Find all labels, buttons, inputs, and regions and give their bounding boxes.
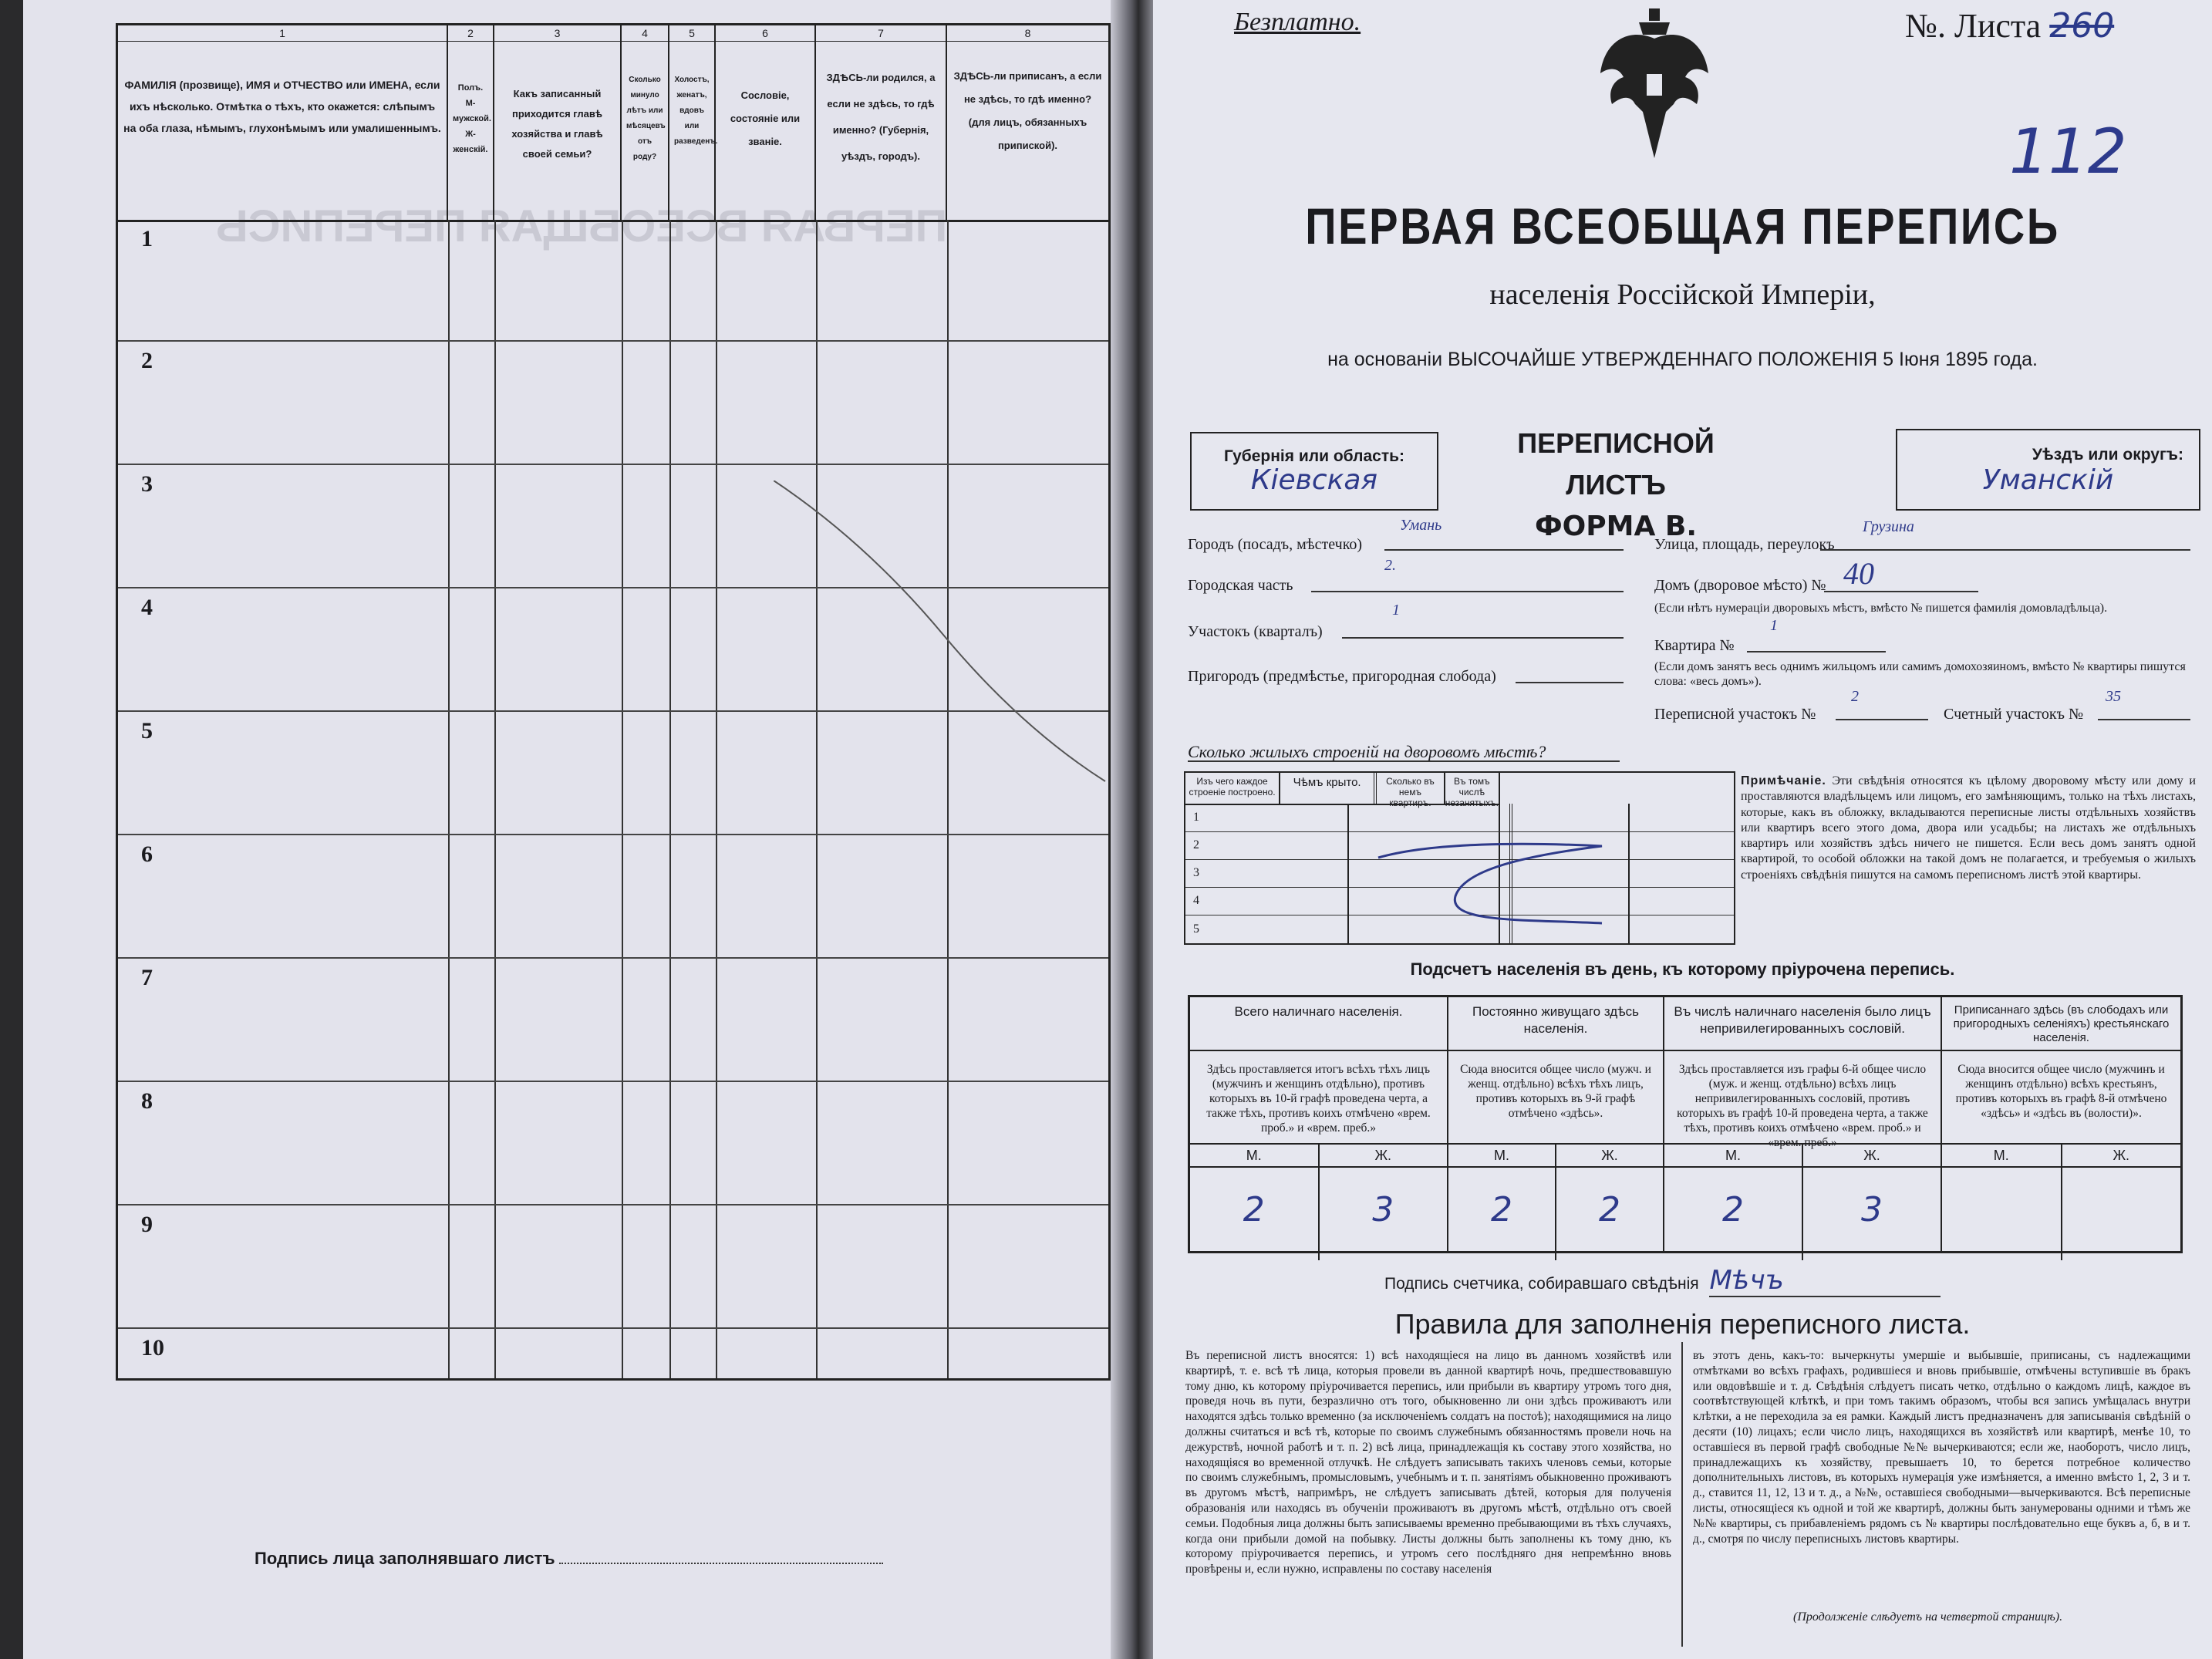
left-page [23, 0, 1134, 1659]
male-count: 2 [1664, 1168, 1803, 1260]
house-note: (Если нѣтъ нумераціи дворовыхъ мѣстъ, вмѣсто № пишется фамилія домовладѣльца). [1654, 602, 2108, 615]
col-1-header [118, 25, 448, 220]
left-signature-label: Подпись лица заполнявшаго листъ [255, 1549, 555, 1568]
col-number: 5 [669, 25, 714, 42]
row-number: 1 [141, 226, 153, 251]
table-row [118, 1082, 1108, 1205]
counter-signature-label: Подпись счетчика, собиравшаго свѣдѣнія [1384, 1275, 1699, 1293]
suburb-label: Пригородъ (предмѣстье, пригородная слобода) [1188, 668, 1496, 685]
pop-col-unprivileged [1664, 997, 1942, 1251]
pop-col-desc: Здѣсь проставляется итогъ всѣхъ тѣхъ лицъ (мужчинъ и женщинъ отдѣльно), противъ которыхъ въ 10-й графѣ проведена черта, а также тѣхъ, противъ коихъ отмѣчено «врем. проб.» и «врем. преб.» [1190, 1051, 1447, 1145]
city-part-label: Городская часть [1188, 577, 1293, 594]
buildings-row: 2 [1185, 831, 1734, 860]
pop-col-desc: Здѣсь проставляется изъ графы 6-й общее число (муж. и женщ. отдѣльно) всѣхъ лицъ непривилегированныхъ сословій, противъ которыхъ въ графѣ 10-й проведена черта, а также тѣхъ, противъ коихъ отмѣчено «врем. проб.» и «врем. преб.» [1664, 1051, 1941, 1145]
female-label: Ж. [2113, 1148, 2130, 1163]
female-label: Ж. [1374, 1148, 1392, 1163]
table-row [118, 220, 1108, 342]
pop-col-values [1942, 1168, 2180, 1260]
page-subtitle: населенія Россійской Имперіи, [1489, 278, 1876, 311]
pop-col-values [1664, 1168, 1941, 1260]
form-title [1469, 423, 1762, 548]
pop-col-sex-header [1664, 1145, 1941, 1168]
rules-divider [1681, 1342, 1683, 1647]
female-count: 3 [1372, 1190, 1394, 1229]
apartment-value: 1 [1770, 617, 1778, 634]
persons-table-header [118, 25, 1108, 222]
apartment-label: Квартира № [1654, 637, 1735, 654]
census-area-value: 2 [1851, 688, 1859, 705]
buildings-header-apartments: Сколько въ немъ квартиръ. [1377, 773, 1445, 804]
counter-signature-row [1384, 1265, 1941, 1297]
pop-col-values [1448, 1168, 1663, 1260]
col-header-birthplace: ЗДѢСЬ-ли родился, а если не здѣсь, то гдѣ именно? (Губернія, уѣздъ, городъ). [826, 72, 936, 162]
col-divider [1347, 804, 1349, 943]
buildings-row: 1 [1185, 804, 1734, 832]
right-page [1153, 0, 2212, 1659]
district-box [1896, 429, 2200, 511]
note-head: Примѣчаніе. [1741, 774, 1826, 787]
male-label: М. [1664, 1145, 1803, 1166]
buildings-row: 4 [1185, 887, 1734, 915]
row-number: 7 [141, 965, 153, 990]
count-area-value: 35 [2106, 688, 2121, 705]
street-label: Улица, площадь, переулокъ [1654, 536, 1835, 553]
city-label: Городъ (посадъ, мѣстечко) [1188, 536, 1363, 553]
female-label: Ж. [1863, 1148, 1880, 1163]
double-headed-eagle-crest [1597, 4, 1712, 174]
pop-col-total [1190, 997, 1448, 1251]
rules-text-right: въ этотъ день, какъ-то: вычеркнуты умершіе и выбывшіе, приписаны, съ надлежащими отмѣтками во всѣхъ графахъ, родившіеся и вновь прибывшіе, отмѣчены вступившіе въ бракъ или овдовѣвшіе и т. д. Свѣдѣнія слѣдуетъ писать четко, отдѣльно о каждомъ лицѣ, каждое въ соотвѣтствующей клѣткѣ, и при томъ такимъ образомъ, чтобы вся запись умѣщалась внутри клѣтки, а не переходила за ея рамки. Каждый листъ предназначенъ для записыванія свѣдѣній о десяти (10) лицахъ; если число лицъ, находящихся въ хозяйствѣ или квартирѣ, менѣе 10, то оставшіеся въ первой графѣ свободные №№ вычеркиваются; если же, наоборотъ, число лицъ, принадлежащихъ къ хозяйству, превышаетъ 10, то берется потребное количество дополнительныхъ листовъ, въ которыхъ нумерація уже измѣняется, а именно вмѣсто 1, 2, 3 и т. д., ставится 11, 12, 13 и т. д., а №№, оставшіеся свободными—вычеркиваются. Всѣ переписные листы, относящіеся къ одной и той же квартирѣ, должны быть занумерованы одними и тѣмъ же №№ квартиры, съ прибавленіемъ рядомъ съ № квартиры послѣдовательно еще буквъ а, б, в и т. д., смотря по числу переписныхъ листовъ квартиры. [1693, 1349, 2190, 1546]
buildings-strike-scribble [1371, 827, 1617, 935]
pop-col-peasants [1942, 997, 2180, 1251]
form-title-line-2: ФОРМА В. [1534, 511, 1698, 542]
buildings-header-material: Изъ чего каждое строеніе построено. [1185, 773, 1280, 804]
pop-col-sex-header [1942, 1145, 2180, 1168]
count-area-label: Счетный участокъ № [1944, 706, 2084, 723]
counter-signature-value: Мѣчъ [1709, 1265, 1941, 1297]
census-area-label: Переписной участокъ № [1654, 706, 1816, 723]
col-number: 8 [947, 25, 1108, 42]
col-number: 6 [716, 25, 814, 42]
bleed-through-text: ПЕРВАЯ ВСЕОБЩАЯ ПЕРЕПИСЬ [216, 201, 948, 251]
female-count: 2 [1599, 1190, 1620, 1229]
diagonal-strike-line [774, 481, 1113, 789]
city-part-value: 2. [1384, 557, 1396, 574]
male-label: М. [1448, 1145, 1556, 1166]
female-label: Ж. [1601, 1148, 1618, 1163]
col-number: 4 [622, 25, 668, 42]
row-number: 5 [141, 718, 153, 744]
census-area-underline [1836, 719, 1928, 720]
row-number: 3 [141, 471, 153, 497]
male-count [1942, 1168, 2062, 1260]
note-text: Эти свѣдѣнія относятся къ цѣлому дворовому мѣсту или дому и проставляются владѣльцемъ или лицомъ, его замѣняющимъ, только на тѣхъ листахъ, которые, какъ въ обложку, вкладываются переписные листы отдѣльныхъ хозяйствъ или квартиръ всего этого дома, двора или усадьбы; на листахъ же отдѣльныхъ квартиръ или хозяйствъ здѣсь ничего не пишется. Если весь домъ занятъ одной квартирой, то особой обложки на такой домъ не полагается, и требуемыя о жилыхъ строеніяхъ свѣдѣнія пишутся на самомъ переписномъ листѣ этой квартиры. [1741, 774, 2196, 882]
city-part-underline [1311, 591, 1624, 592]
col-header-registration: ЗДѢСЬ-ли приписанъ, а если не здѣсь, то гдѣ именно? (для лицъ, обязанныхъ припиской). [953, 70, 1102, 151]
sheet-number-label: №. Листа [1905, 7, 2042, 45]
male-label: М. [1190, 1145, 1320, 1166]
col-header-name: ФАМИЛІЯ (прозвище), ИМЯ и ОТЧЕСТВО или ИМЕНА, если ихъ нѣсколько. Отмѣтка о тѣхъ, кто окажется: слѣпымъ на оба глаза, нѣмымъ, глухонѣмымъ или умалишеннымъ. [123, 79, 441, 134]
buildings-note [1741, 774, 2196, 883]
col-7-header [816, 25, 947, 220]
row-number: 9 [141, 1212, 153, 1237]
buildings-question: Сколько жилыхъ строеній на дворовомъ мѣстѣ? [1188, 742, 1546, 761]
district-value: Уманскій [1982, 464, 2114, 496]
col-8-header [947, 25, 1108, 220]
quarter-underline [1342, 637, 1624, 639]
row-number: 6 [141, 841, 153, 867]
male-count: 2 [1190, 1168, 1320, 1260]
col-header-age: Сколько минуло лѣтъ или мѣсяцевъ отъ роду? [626, 76, 666, 161]
house-value: 40 [1843, 556, 1874, 591]
quarter-label: Участокъ (кварталъ) [1188, 623, 1323, 640]
pop-col-permanent [1448, 997, 1664, 1251]
province-box [1190, 432, 1438, 511]
table-row [118, 1205, 1108, 1329]
col-header-estate: Сословіе, состояніе или званіе. [730, 89, 801, 147]
pop-col-title: Въ числѣ наличнаго населенія было лицъ непривилегированныхъ сословій. [1664, 997, 1941, 1051]
col-4-header [622, 25, 669, 220]
free-label: Безплатно. [1234, 8, 1361, 36]
col-divider [1628, 804, 1630, 943]
province-label: Губернія или область: [1223, 447, 1405, 465]
male-count: 2 [1448, 1168, 1556, 1260]
sheet-number-handwritten: 112 [2009, 116, 2127, 187]
table-row [118, 959, 1108, 1082]
buildings-header-vacant: Въ томъ числѣ незанятыхъ. [1445, 776, 1499, 808]
apartment-note: (Если домъ занятъ весь однимъ жильцомъ или самимъ домохозяиномъ, вмѣсто № квартиры пишутся слова: «весь домъ»). [1654, 660, 2186, 688]
col-header-marital: Холостъ, женатъ, вдовъ или разведенъ. [674, 76, 718, 146]
pop-col-title: Всего наличнаго населенія. [1190, 997, 1447, 1051]
pop-col-values [1190, 1168, 1447, 1260]
col-6-header [716, 25, 816, 220]
signature-dots [559, 1563, 883, 1564]
pop-col-desc: Сюда вносится общее число (мужч. и женщ. отдѣльно) всѣхъ тѣхъ лицъ, противъ которыхъ въ 9-й графѣ отмѣчено «здѣсь». [1448, 1051, 1663, 1145]
col-header-sex: Полъ. М-мужской. Ж-женскій. [453, 83, 491, 154]
page-title: ПЕРВАЯ ВСЕОБЩАЯ ПЕРЕПИСЬ [1305, 197, 2060, 255]
table-row [118, 835, 1108, 959]
row-number: 10 [141, 1335, 164, 1361]
col-5-header [669, 25, 716, 220]
book-gutter [1111, 0, 1157, 1659]
sheet-number-struck: 260 [2049, 6, 2115, 46]
female-count: 3 [1861, 1190, 1883, 1229]
persons-table [116, 23, 1111, 1381]
suburb-underline [1516, 682, 1624, 683]
male-label: М. [1942, 1145, 2062, 1166]
row-number: 2 [141, 348, 153, 373]
pop-col-sex-header [1448, 1145, 1663, 1168]
buildings-table-frame [1184, 771, 1735, 945]
form-title-line-1: ПЕРЕПИСНОЙ ЛИСТЪ [1517, 427, 1715, 501]
street-value: Грузина [1863, 518, 1914, 535]
sheet-number [1905, 6, 2114, 46]
quarter-value: 1 [1392, 602, 1400, 619]
population-count-title: Подсчетъ населенія въ день, къ которому пріурочена перепись. [1410, 959, 1955, 979]
col-header-relation: Какъ записанный приходится главѣ хозяйства и главѣ своей семьи? [511, 88, 603, 160]
apartment-underline [1747, 651, 1886, 652]
decree-basis: на основаніи ВЫСОЧАЙШЕ УТВЕРЖДЕННАГО ПОЛОЖЕНІЯ 5 Іюня 1895 года. [1327, 349, 2038, 370]
col-number: 2 [448, 25, 493, 42]
buildings-question-underline [1188, 760, 1620, 762]
pop-col-title: Постоянно живущаго здѣсь населенія. [1448, 997, 1663, 1051]
row-number: 4 [141, 595, 153, 620]
rules-text-left: Въ переписной листъ вносятся: 1) всѣ находящіеся на лицо въ данномъ хозяйствѣ или квартирѣ, т. е. всѣ тѣ лица, которыя провели въ данной квартирѣ ночь, предшествовавшую тому дню, къ которому пріурочивается перепись, или прибыли въ квартиру утромъ того дня, проведя ночь въ пути, безразлично отъ того, обыкновенно ли они здѣсь проживаютъ или находятся здѣсь только временно (за исключеніемъ солдатъ на постоѣ); находящимися на лицо должны считаться и всѣ тѣ, которые по своимъ служебнымъ обязанностямъ провели ночь на дежурствѣ, ночной работѣ и т. п. 2) всѣ лица, принадлежащія къ составу этого хозяйства, но находящіяся во временной отлучкѣ. Не слѣдуетъ записывать такихъ членовъ семьи, которые по своимъ служебнымъ, промысловымъ, учебнымъ и т. п. занятіямъ обыкновенно проживаютъ въ другомъ мѣстѣ, напримѣръ, не слѣдуетъ записывать дѣтей, которыя для полученія образованія или находясь въ обученіи проживаютъ въ другомъ мѣстѣ, отдѣльно отъ своей семьи. Подобныя лица должны быть записываемы временно пребывающими въ тѣхъ случаяхъ, когда они прибыли домой на побывку. Листы должны быть заполнены къ тому дню, къ которому пріурочивается перепись, и утромъ сего послѣдняго дня непремѣнно вновь провѣрены и, если нужно, исправлены по составу населенія [1185, 1349, 1671, 1576]
col-2-header [448, 25, 494, 220]
count-area-underline [2098, 719, 2190, 720]
buildings-row: 3 [1185, 859, 1734, 888]
col-number: 1 [118, 25, 447, 42]
city-value: Умань [1400, 517, 1442, 534]
rules-title: Правила для заполненія переписного листа. [1394, 1308, 1971, 1340]
population-count-table [1188, 995, 2183, 1253]
district-label: Уѣздъ или округъ: [2032, 446, 2183, 464]
continued-note: (Продолженіе слѣдуетъ на четвертой страницѣ). [1793, 1610, 2063, 1624]
pop-col-title: Приписаннаго здѣсь (въ слободахъ или пригородныхъ селеніяхъ) крестьянскаго населенія. [1942, 997, 2180, 1051]
house-label: Домъ (дворовое мѣсто) № [1654, 577, 1826, 594]
province-value: Кіевская [1250, 464, 1378, 496]
street-underline [1820, 549, 2190, 551]
female-count [2062, 1168, 2181, 1260]
pop-col-desc: Сюда вносится общее число (мужчинъ и женщинъ отдѣльно) всѣхъ крестьянъ, противъ которыхъ въ графѣ 8-й отмѣчено «здѣсь» и «здѣсь въ (волости)». [1942, 1051, 2180, 1145]
row-number: 8 [141, 1088, 153, 1114]
pop-col-sex-header [1190, 1145, 1447, 1168]
col-number: 7 [816, 25, 946, 42]
left-signature-line [255, 1549, 883, 1569]
col-number: 3 [494, 25, 620, 42]
table-row [118, 342, 1108, 465]
buildings-row: 5 [1193, 922, 1199, 936]
table-row [118, 1329, 1108, 1380]
city-underline [1384, 549, 1624, 551]
buildings-header-roof: Чѣмъ крыто. [1280, 773, 1377, 804]
col-3-header [494, 25, 622, 220]
